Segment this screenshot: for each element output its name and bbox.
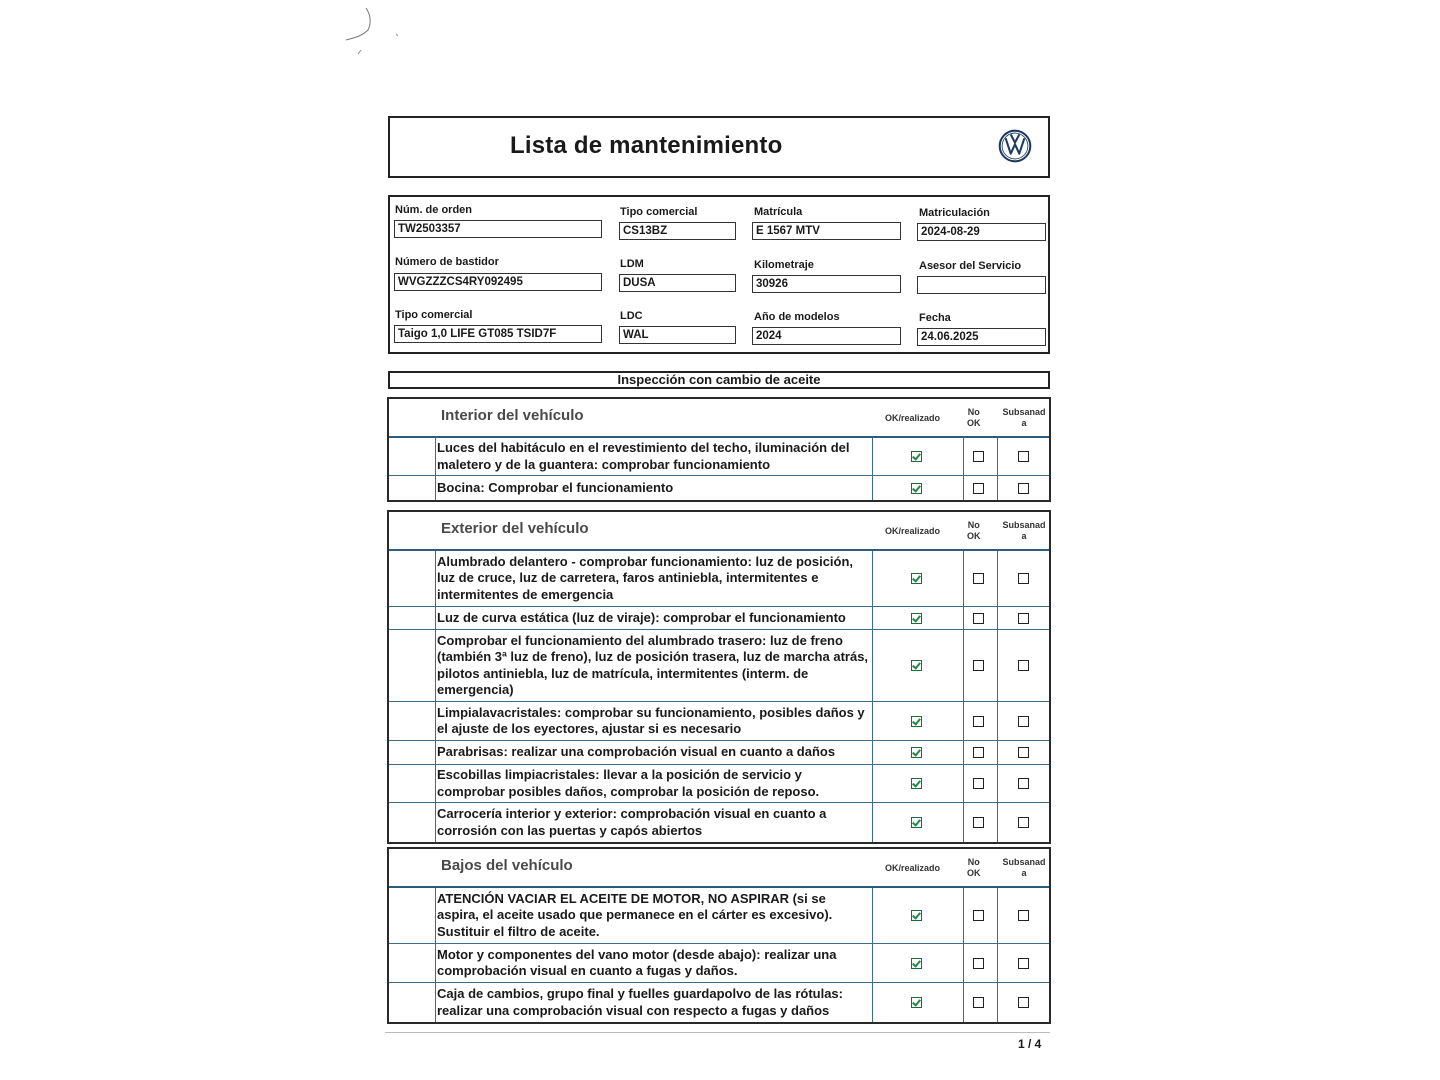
checklist-row <box>389 803 1049 842</box>
ok-checkbox[interactable] <box>911 451 922 462</box>
ok-checkbox[interactable] <box>911 910 922 921</box>
col-fix-header <box>1000 520 1048 542</box>
row-divider <box>872 765 873 802</box>
checklist-item-text: Carrocería interior y exterior: comprobación visual en cuanto a corrosión con las puertas y capós abiertos <box>437 806 827 838</box>
section-exterior <box>387 510 1051 844</box>
row-divider <box>997 607 998 629</box>
checklist-row <box>389 741 1049 765</box>
document-header <box>388 116 1050 178</box>
row-divider <box>872 944 873 982</box>
not-ok-checkbox[interactable] <box>973 997 984 1008</box>
fixed-checkbox[interactable] <box>1018 958 1029 969</box>
ok-checkbox[interactable] <box>911 613 922 624</box>
inspection-type-heading: Inspección con cambio de aceite <box>388 371 1050 389</box>
section-header <box>389 849 1049 888</box>
row-divider <box>435 983 436 1022</box>
col-fix-line2: a <box>1021 418 1027 428</box>
row-divider <box>963 944 964 982</box>
not-ok-checkbox[interactable] <box>973 910 984 921</box>
not-ok-checkbox[interactable] <box>973 660 984 671</box>
not-ok-checkbox[interactable] <box>973 573 984 584</box>
page-title: Lista de mantenimiento <box>510 132 783 159</box>
checklist-row <box>389 476 1049 500</box>
checklist-item-text: Luz de curva estática (luz de viraje): comprobar el funcionamiento <box>437 609 846 625</box>
checklist-item-text: Escobillas limpiacristales: llevar a la posición de servicio y comprobar posibles daños, comprobar la posición de reposo. <box>437 767 820 799</box>
not-ok-checkbox[interactable] <box>973 716 984 727</box>
checklist-row <box>389 630 1049 702</box>
not-ok-checkbox[interactable] <box>973 451 984 462</box>
row-divider <box>872 551 873 606</box>
date-label: Fecha <box>919 312 951 324</box>
ok-checkbox[interactable] <box>911 958 922 969</box>
vehicle-info-panel <box>388 195 1050 354</box>
checklist-item-text: Comprobar el funcionamiento del alumbrado trasero: luz de freno (también 3ª luz de freno), luz de posición trasera, luz de marcha atrás, pilotos antiniebla, luz de matrícula, intermitentes (interm. de emergencia) <box>437 632 869 697</box>
plate-label: Matrícula <box>754 206 803 218</box>
section-underbody <box>387 847 1051 1024</box>
fixed-checkbox[interactable] <box>1018 817 1029 828</box>
model-description-label: Tipo comercial <box>395 309 473 321</box>
col-fix-header <box>1000 407 1048 429</box>
checklist-item-text: ATENCIÓN VACIAR EL ACEITE DE MOTOR, NO ASPIRAR (si se aspira, el aceite usado que permanece en el cárter es excesivo). Sustituir el filtro de aceite. <box>437 890 833 939</box>
row-divider <box>963 702 964 740</box>
col-nok-line1: No <box>967 857 980 867</box>
checklist-item-text: Alumbrado delantero - comprobar funcionamiento: luz de posición, luz de cruce, luz de carretera, faros antiniebla, intermitentes e intermitentes de emergencia <box>437 553 854 602</box>
ok-checkbox[interactable] <box>911 483 922 494</box>
row-divider <box>997 983 998 1022</box>
section-interior <box>387 397 1051 502</box>
page-number: 1 / 4 <box>1018 1037 1042 1051</box>
row-divider <box>963 983 964 1022</box>
row-divider <box>435 741 436 764</box>
registration-date-label: Matriculación <box>919 207 990 219</box>
fixed-checkbox[interactable] <box>1018 716 1029 727</box>
fixed-checkbox[interactable] <box>1018 660 1029 671</box>
row-divider <box>872 438 873 475</box>
col-nok-line1: No <box>967 407 980 417</box>
not-ok-checkbox[interactable] <box>973 613 984 624</box>
col-nok-line2: OK <box>967 418 981 428</box>
row-divider <box>963 741 964 764</box>
checklist-row <box>389 607 1049 630</box>
checklist-item-text: Parabrisas: realizar una comprobación visual en cuanto a daños <box>437 744 836 760</box>
row-divider <box>435 438 436 475</box>
col-fix-header <box>1000 857 1048 879</box>
ok-checkbox[interactable] <box>911 997 922 1008</box>
row-divider <box>997 803 998 842</box>
checklist-item-text: Limpialavacristales: comprobar su funcionamiento, posibles daños y el ajuste de los eyectores, ajustar si es necesario <box>437 704 865 736</box>
not-ok-checkbox[interactable] <box>973 817 984 828</box>
section-title: Exterior del vehículo <box>441 520 589 537</box>
fixed-checkbox[interactable] <box>1018 613 1029 624</box>
fixed-checkbox[interactable] <box>1018 747 1029 758</box>
col-ok-header: OK/realizado <box>885 526 941 536</box>
row-divider <box>872 741 873 764</box>
fixed-checkbox[interactable] <box>1018 997 1029 1008</box>
row-divider <box>872 476 873 500</box>
row-divider <box>435 702 436 740</box>
not-ok-checkbox[interactable] <box>973 958 984 969</box>
section-title: Bajos del vehículo <box>441 857 573 874</box>
row-divider <box>872 888 873 943</box>
commercial-type-label: Tipo comercial <box>620 206 698 218</box>
col-fix-line1: Subsanad <box>1002 407 1046 417</box>
checklist-row <box>389 944 1049 983</box>
col-nok-header <box>967 407 981 429</box>
checklist-row <box>389 983 1049 1022</box>
row-divider <box>963 476 964 500</box>
row-divider <box>997 765 998 802</box>
ldm-label: LDM <box>620 258 644 270</box>
row-divider <box>963 438 964 475</box>
checklist-item-text: Luces del habitáculo en el revestimiento del techo, iluminación del maletero y de la guantera: comprobar funcionamiento <box>437 440 850 472</box>
ldc-label: LDC <box>620 310 643 322</box>
order-number-label: Núm. de orden <box>395 204 473 216</box>
date-field: 24.06.2025 <box>917 328 1046 346</box>
col-nok-header <box>967 520 981 542</box>
row-divider <box>435 630 436 701</box>
row-divider <box>435 607 436 629</box>
ok-checkbox[interactable] <box>911 817 922 828</box>
row-divider <box>872 630 873 701</box>
mileage-label: Kilometraje <box>754 259 814 271</box>
service-advisor-field <box>917 276 1046 294</box>
row-divider <box>435 551 436 606</box>
row-divider <box>963 765 964 802</box>
checklist-item-text: Caja de cambios, grupo final y fuelles guardapolvo de las rótulas: realizar una comprobación visual con respecto a fugas y daños <box>437 986 843 1018</box>
not-ok-checkbox[interactable] <box>973 778 984 789</box>
row-divider <box>997 741 998 764</box>
col-nok-header <box>967 857 981 879</box>
col-fix-line1: Subsanad <box>1002 520 1046 530</box>
row-divider <box>997 551 998 606</box>
plate-field: E 1567 MTV <box>752 222 901 240</box>
section-title: Interior del vehículo <box>441 407 584 424</box>
section-header <box>389 512 1049 551</box>
row-divider <box>435 944 436 982</box>
ok-checkbox[interactable] <box>911 747 922 758</box>
mileage-field: 30926 <box>752 275 901 293</box>
checklist-row <box>389 765 1049 803</box>
fixed-checkbox[interactable] <box>1018 778 1029 789</box>
row-divider <box>997 476 998 500</box>
col-nok-line1: No <box>967 520 980 530</box>
model-year-label: Año de modelos <box>754 311 840 323</box>
vw-logo-icon <box>998 129 1032 163</box>
row-divider <box>435 803 436 842</box>
col-ok-header: OK/realizado <box>885 863 941 873</box>
pen-scribble <box>340 4 410 64</box>
registration-date-field: 2024-08-29 <box>917 223 1046 241</box>
row-divider <box>997 630 998 701</box>
row-divider <box>997 702 998 740</box>
row-divider <box>997 888 998 943</box>
vin-label: Número de bastidor <box>395 256 499 268</box>
col-fix-line2: a <box>1021 868 1027 878</box>
model-description-field: Taigo 1,0 LIFE GT085 TSID7F <box>394 325 602 343</box>
fixed-checkbox[interactable] <box>1018 483 1029 494</box>
ok-checkbox[interactable] <box>911 573 922 584</box>
fixed-checkbox[interactable] <box>1018 910 1029 921</box>
order-number-field: TW2503357 <box>394 220 602 238</box>
not-ok-checkbox[interactable] <box>973 747 984 758</box>
checklist-row <box>389 551 1049 607</box>
col-nok-line2: OK <box>967 531 981 541</box>
checklist-item-text: Bocina: Comprobar el funcionamiento <box>437 479 674 495</box>
service-advisor-label: Asesor del Servicio <box>919 260 1022 272</box>
commercial-type-field: CS13BZ <box>619 222 736 240</box>
row-divider <box>963 607 964 629</box>
fixed-checkbox[interactable] <box>1018 451 1029 462</box>
not-ok-checkbox[interactable] <box>973 483 984 494</box>
row-divider <box>997 438 998 475</box>
ok-checkbox[interactable] <box>911 716 922 727</box>
ldc-field: WAL <box>619 326 736 344</box>
row-divider <box>872 983 873 1022</box>
row-divider <box>963 888 964 943</box>
fixed-checkbox[interactable] <box>1018 573 1029 584</box>
section-header <box>389 399 1049 438</box>
model-year-field: 2024 <box>752 327 901 345</box>
row-divider <box>435 765 436 802</box>
col-ok-header: OK/realizado <box>885 413 941 423</box>
row-divider <box>997 944 998 982</box>
col-nok-line2: OK <box>967 868 981 878</box>
row-divider <box>963 551 964 606</box>
row-divider <box>872 803 873 842</box>
row-divider <box>435 888 436 943</box>
ldm-field: DUSA <box>619 274 736 292</box>
checklist-row <box>389 702 1049 741</box>
col-fix-line1: Subsanad <box>1002 857 1046 867</box>
ok-checkbox[interactable] <box>911 660 922 671</box>
row-divider <box>872 702 873 740</box>
row-divider <box>435 476 436 500</box>
vin-field: WVGZZZCS4RY092495 <box>394 273 602 291</box>
checklist-row <box>389 438 1049 476</box>
checklist-row <box>389 888 1049 944</box>
checklist-item-text: Motor y componentes del vano motor (desde abajo): realizar una comprobación visual en cuanto a fugas y daños. <box>437 946 837 978</box>
ok-checkbox[interactable] <box>911 778 922 789</box>
col-fix-line2: a <box>1021 531 1027 541</box>
footer-divider <box>385 1032 1050 1033</box>
row-divider <box>872 607 873 629</box>
row-divider <box>963 630 964 701</box>
row-divider <box>963 803 964 842</box>
